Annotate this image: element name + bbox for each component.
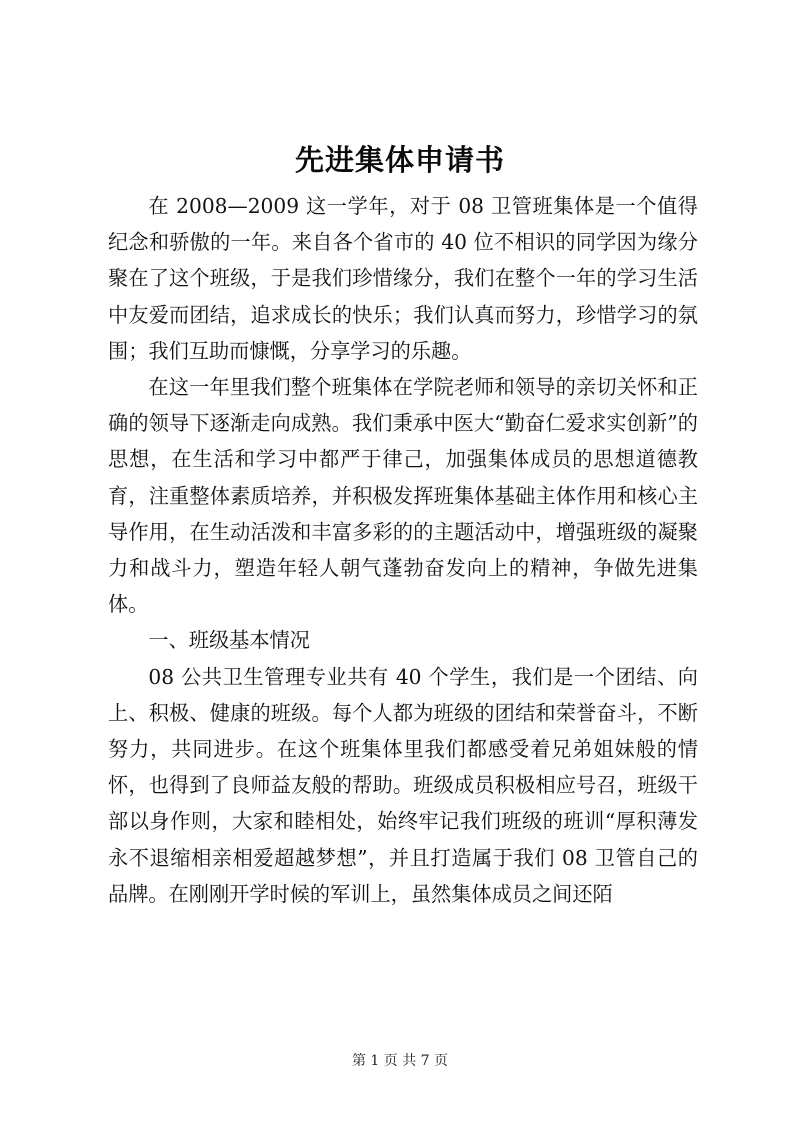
section-heading-basic-info: 一、班级基本情况 [148, 628, 310, 653]
paragraph-intro: 在 2008—2009 这一学年，对于 08 卫管班集体是一个值得纪念和骄傲的一年。来自各个省市的 40 位不相识的同学因为缘分聚在了这个班级，于是我们珍惜缘分，我们在整个一年的学习生活中友爱而团结，追求成长的快乐；我们认真而努力，珍惜学习的氛围；我们互助而慷慨，分享学习的乐趣。 [108, 194, 698, 363]
paragraph-growth: 在这一年里我们整个班集体在学院老师和领导的亲切关怀和正确的领导下逐渐走向成熟。我们秉承中医大“勤奋仁爱求实创新”的思想，在生活和学习中都严于律己，加强集体成员的思想道德教育，注重整体素质培养，并积极发挥班集体基础主体作用和核心主导作用，在生动活泼和丰富多彩的的主题活动中，增强班级的凝聚力和战斗力，塑造年轻人朝气蓬勃奋发向上的精神，争做先进集体。 [108, 375, 698, 617]
document-title: 先进集体申请书 [294, 143, 505, 177]
paragraph-basic-info: 08 公共卫生管理专业共有 40 个学生，我们是一个团结、向上、积极、健康的班级。每个人都为班级的团结和荣誉奋斗，不断努力，共同进步。在这个班集体里我们都感受着兄弟姐妹般的情怀，也得到了良师益友般的帮助。班级成员积极相应号召，班级干部以身作则，大家和睦相处，始终牢记我们班级的班训“厚积薄发永不退缩相亲相爱超越梦想”，并且打造属于我们 08 卫管自己的品牌。在刚刚开学时候的军训上，虽然集体成员之间还陌 [108, 664, 698, 906]
document-body [108, 188, 698, 912]
page-footer: 第 1 页 共 7 页 [351, 1053, 449, 1069]
